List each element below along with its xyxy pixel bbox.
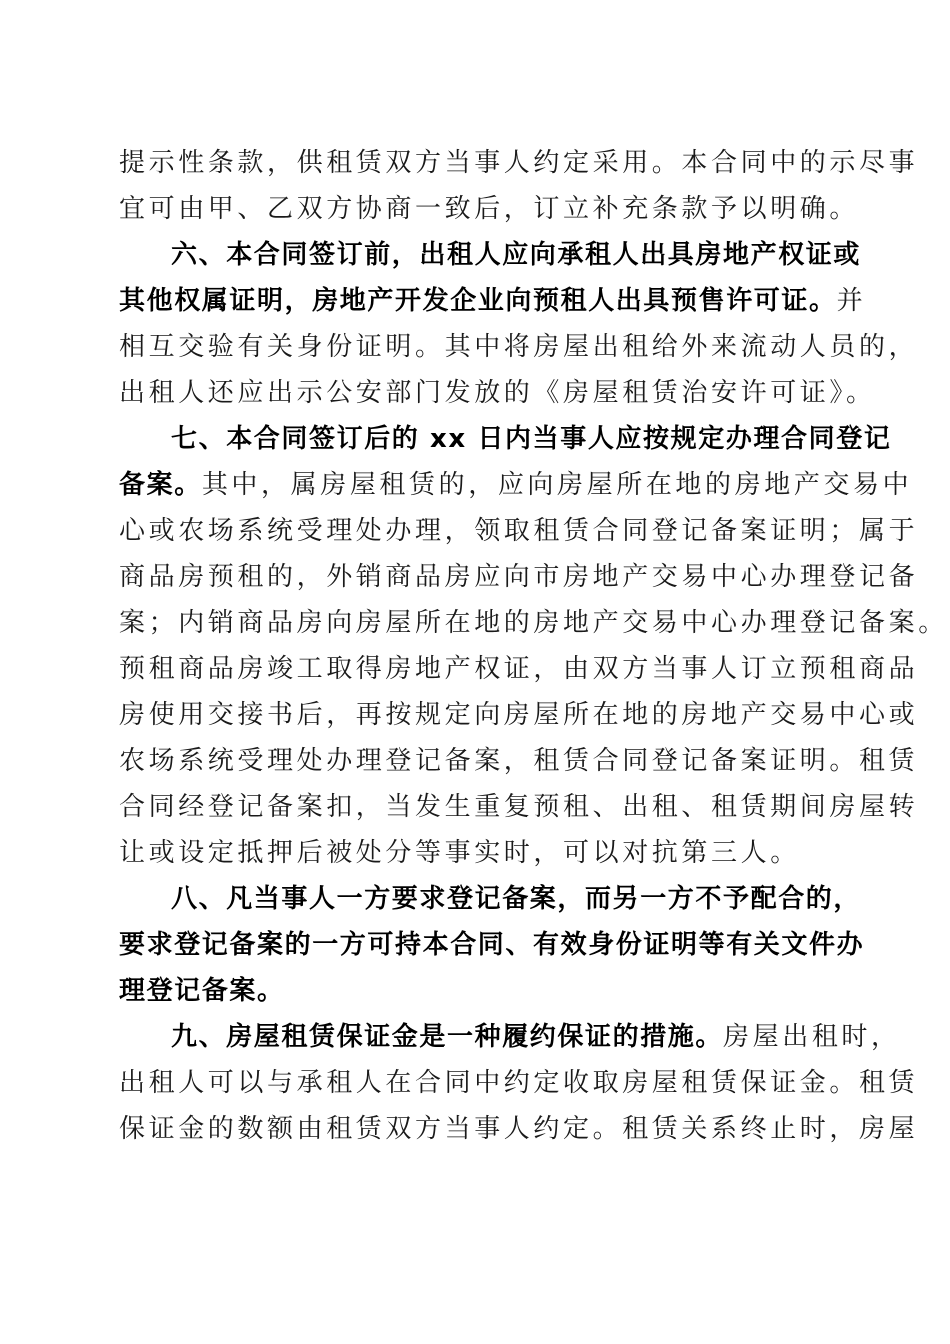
- text-run: 房使用交接书后，再按规定向房屋所在地的房地产交易中心或: [119, 700, 919, 730]
- text-line: [171, 884, 861, 914]
- text-line: [119, 654, 918, 684]
- text-line: [119, 332, 918, 362]
- text-run: 让或设定抵押后被处分等事实时，可以对抗第三人。: [119, 838, 800, 868]
- text-run: 合同经登记备案扣，当发生重复预租、出租、租赁期间房屋转: [119, 792, 919, 822]
- bold-heading-run: 六、本合同签订前，出租人应向承租人出具房地产权证或: [171, 240, 862, 270]
- bold-heading-run: 备案。: [119, 470, 202, 500]
- text-line: [119, 1114, 918, 1144]
- bold-heading-run: 九、房屋租赁保证金是一种履约保证的措施。: [171, 1022, 724, 1052]
- text-line: [119, 470, 912, 500]
- bold-heading-run: 其他权属证明，房地产开发企业向预租人出具预售许可证。: [119, 286, 837, 316]
- bold-heading-run: 理登记备案。: [119, 976, 285, 1006]
- bold-heading-run: 七、本合同签订后的 xx 日内当事人应按规定办理合同登记: [171, 424, 892, 454]
- text-line: [119, 516, 918, 546]
- text-run: 宜可由甲、乙双方协商一致后，订立补充条款予以明确。: [119, 194, 860, 224]
- text-run: 农场系统受理处办理登记备案，租赁合同登记备案证明。租赁: [119, 746, 919, 776]
- text-line: [119, 700, 918, 730]
- text-line: [119, 148, 918, 178]
- text-run: 出租人还应出示公安部门发放的《房屋租赁治安许可证》。: [119, 378, 876, 408]
- text-line: [171, 240, 861, 270]
- text-line: [119, 792, 918, 822]
- text-line: [119, 608, 948, 638]
- text-line: [119, 1068, 918, 1098]
- text-line: [119, 194, 859, 224]
- text-run: 心或农场系统受理处办理，领取租赁合同登记备案证明；属于: [119, 516, 919, 546]
- text-run: 预租商品房竣工取得房地产权证，由双方当事人订立预租商品: [119, 654, 919, 684]
- text-run: 商品房预租的，外销商品房应向市房地产交易中心办理登记备: [119, 562, 919, 592]
- text-line: [171, 1022, 901, 1052]
- text-run: 保证金的数额由租赁双方当事人约定。租赁关系终止时，房屋: [119, 1114, 919, 1144]
- text-line: [119, 976, 285, 1006]
- text-run: 并: [836, 286, 867, 316]
- text-line: [119, 838, 800, 868]
- text-line: [119, 930, 864, 960]
- text-line: [119, 286, 866, 316]
- text-run: 其中，属房屋租赁的，应向房屋所在地的房地产交易中: [201, 470, 913, 500]
- text-run: 提示性条款，供租赁双方当事人约定采用。本合同中的示尽事: [119, 148, 919, 178]
- text-line: [171, 424, 891, 454]
- text-line: [119, 562, 918, 592]
- text-line: [119, 378, 876, 408]
- bold-heading-run: 八、凡当事人一方要求登记备案，而另一方不予配合的，: [171, 884, 862, 914]
- text-run: 案；内销商品房向房屋所在地的房地产交易中心办理登记备案。: [119, 608, 948, 638]
- text-run: 房屋出租时，: [723, 1022, 901, 1052]
- bold-heading-run: 要求登记备案的一方可持本合同、有效身份证明等有关文件办: [119, 930, 865, 960]
- text-run: 相互交验有关身份证明。其中将房屋出租给外来流动人员的，: [119, 332, 919, 362]
- text-line: [119, 746, 918, 776]
- text-run: 出租人可以与承租人在合同中约定收取房屋租赁保证金。租赁: [119, 1068, 919, 1098]
